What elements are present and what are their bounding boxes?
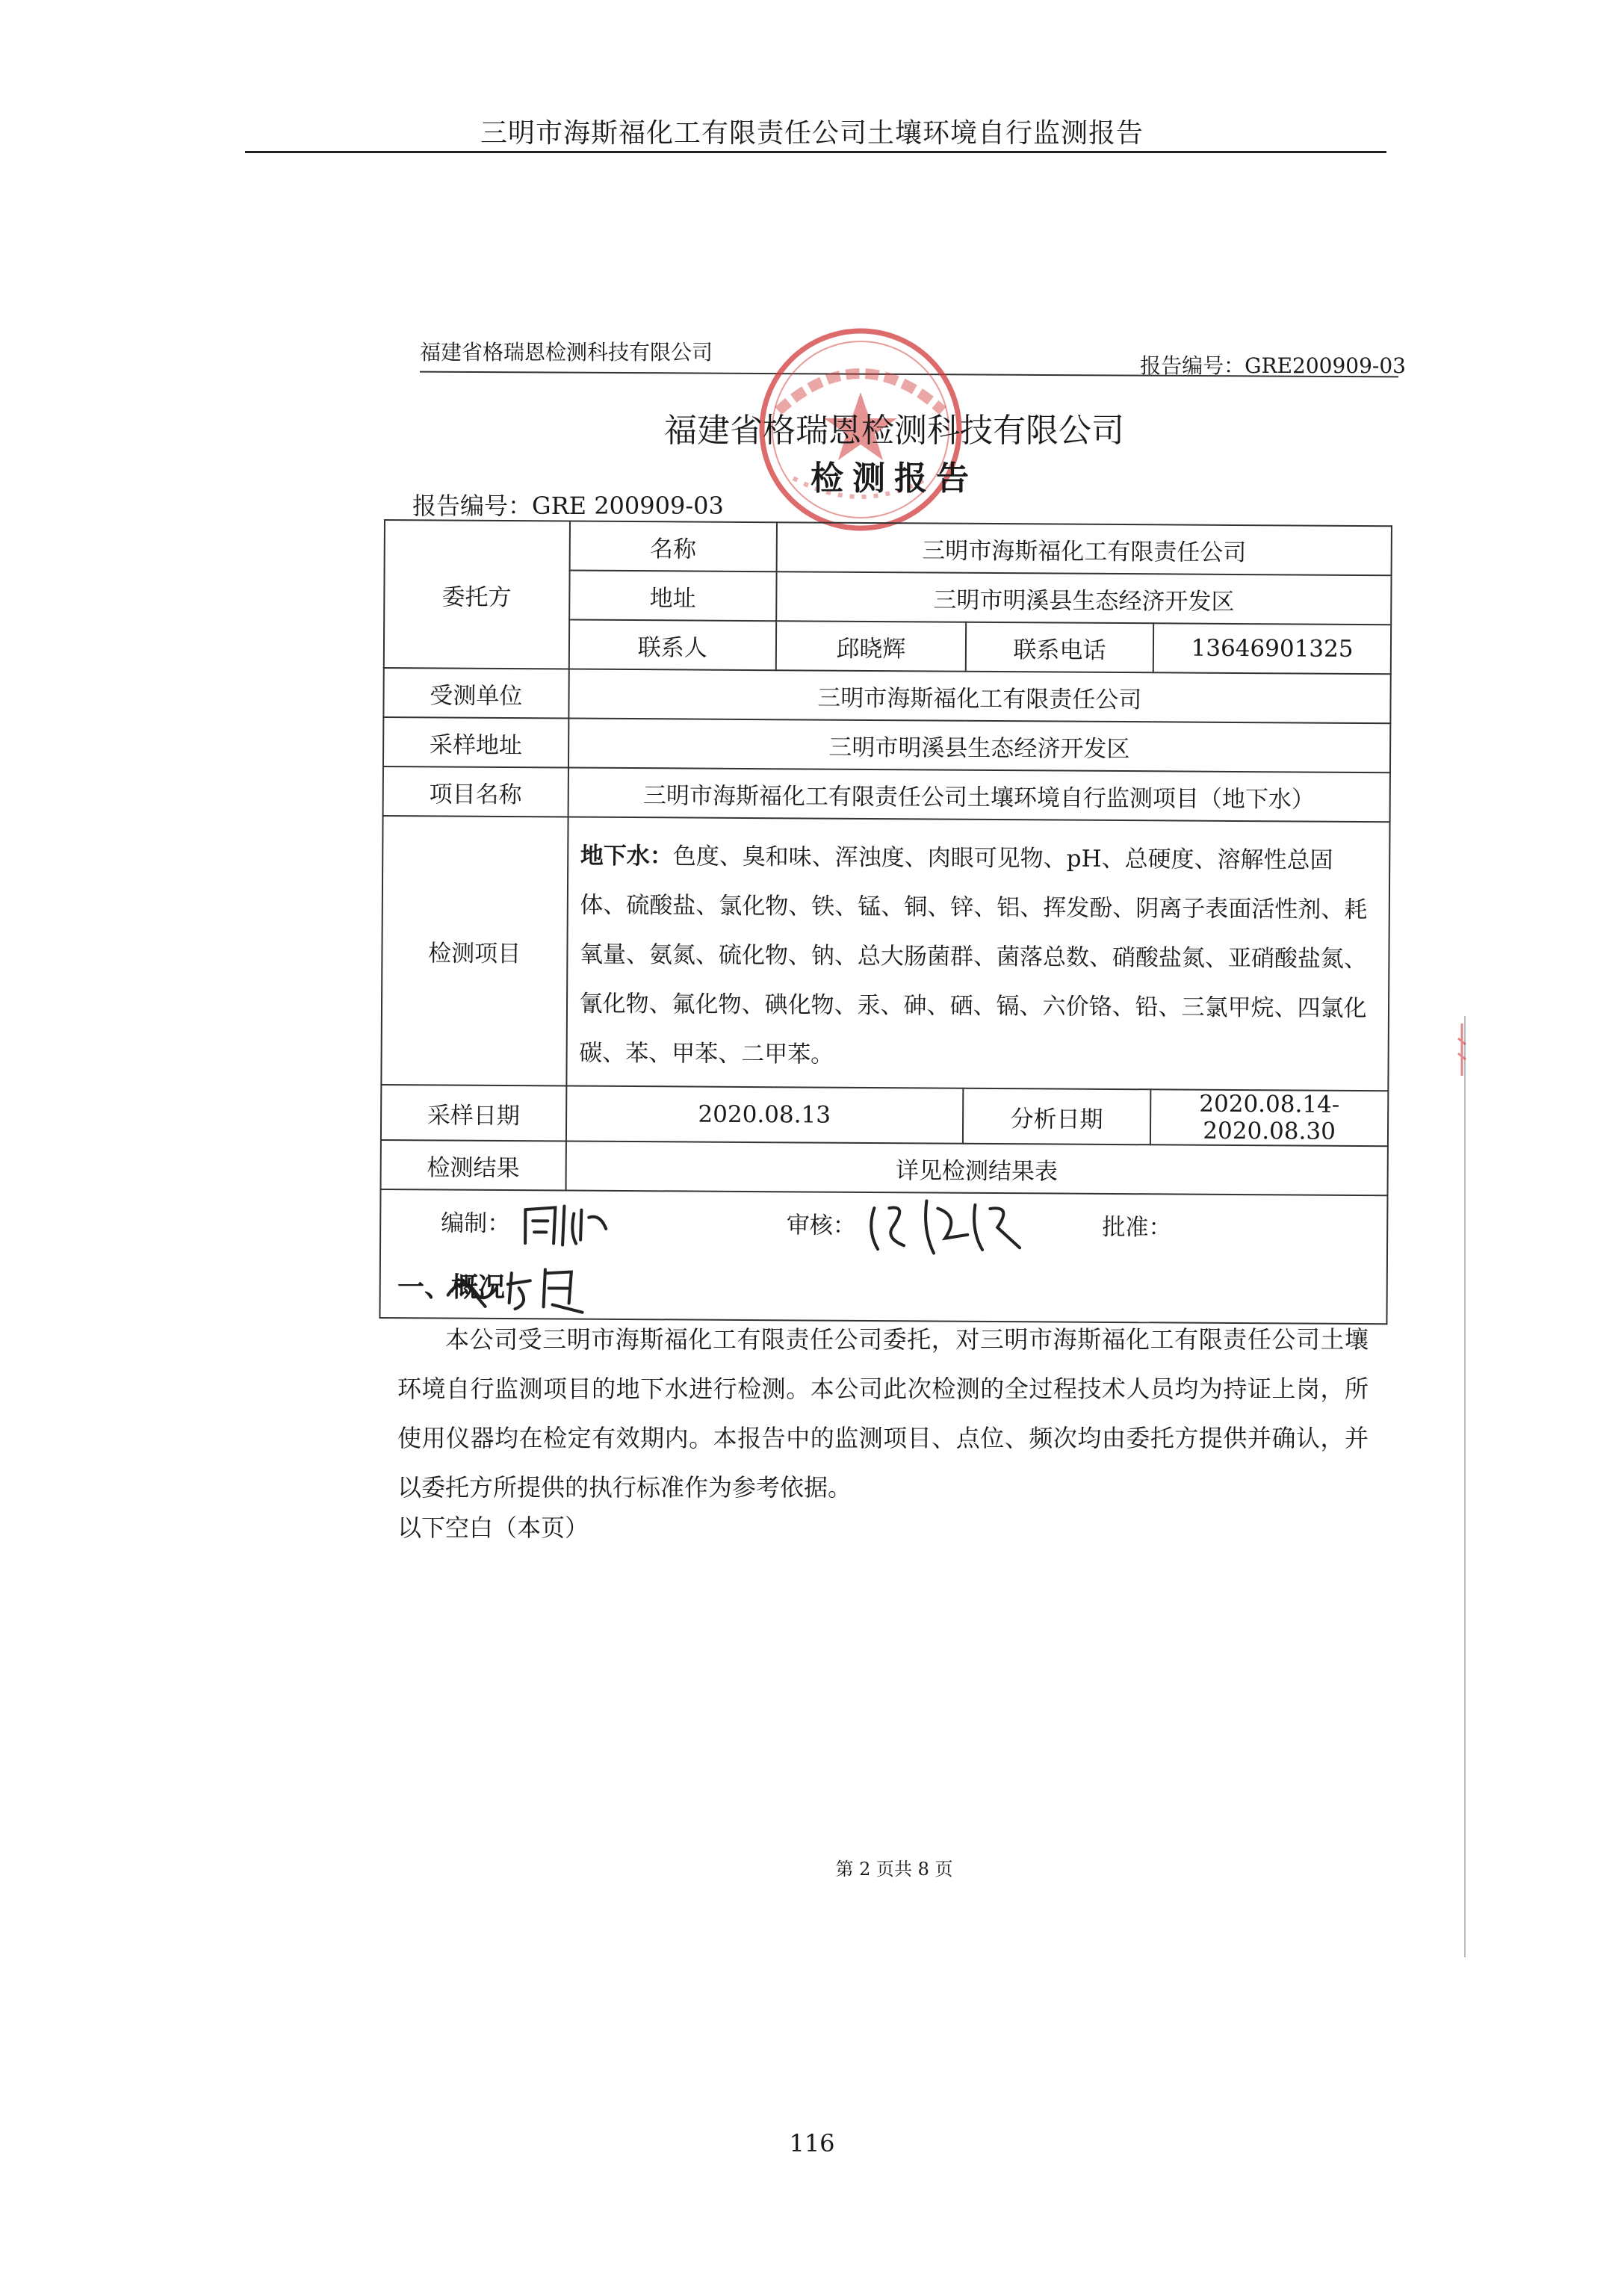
items-cell — [566, 817, 1390, 1091]
scanned-report-page — [397, 321, 1406, 2017]
signature-row — [379, 1189, 1387, 1324]
report-number: 报告编号：GRE 200909-03 — [412, 492, 724, 520]
section-title: 一、概况 — [397, 1272, 506, 1303]
items-prefix: 地下水： — [580, 842, 673, 870]
analysis-date-value: 2020.08.14-2020.08.30 — [1150, 1089, 1388, 1146]
items-value: 色度、臭和味、浑浊度、肉眼可见物、pH、总硬度、溶解性总固体、硫酸盐、氯化物、铁、锰、铜、锌、铝、挥发酚、阴离子表面活性剂、耗氧量、氨氮、硫化物、钠、总大肠菌群、菌落总数、硝酸盐氮、亚硝酸盐氮、氰化物、氟化物、碘化物、汞、砷、硒、镉、六价铬、铅、三氯甲烷、四氯化碳、苯、甲苯、二甲苯。 — [579, 843, 1368, 1068]
report-info-table — [379, 519, 1392, 1325]
contact-label: 联系人 — [568, 620, 776, 671]
inner-header-report-no: 报告编号：GRE200909-03 — [1140, 353, 1406, 378]
name-label: 名称 — [569, 521, 777, 572]
sampling-date-value: 2020.08.13 — [565, 1086, 963, 1144]
running-header: 三明市海斯福化工有限责任公司土壤环境自行监测报告 — [480, 118, 1144, 149]
document-title: 福建省格瑞恩检测科技有限公司 — [664, 412, 1124, 450]
address-label: 地址 — [569, 571, 777, 622]
project-label: 项目名称 — [383, 766, 568, 817]
analysis-date-label: 分析日期 — [963, 1088, 1151, 1145]
inner-header-org: 福建省格瑞恩检测科技有限公司 — [420, 340, 713, 365]
client-address-value: 三明市明溪县生态经济开发区 — [776, 572, 1391, 625]
client-name-value: 三明市海斯福化工有限责任公司 — [777, 522, 1392, 575]
blank-note: 以下空白（本页） — [397, 1514, 589, 1542]
phone-value: 13646901325 — [1153, 623, 1391, 674]
body-paragraph: 本公司受三明市海斯福化工有限责任公司委托，对三明市海斯福化工有限责任公司土壤环境自行监测项目的地下水进行检测。本公司此次检测的全过程技术人员均为持证上岗，所使用仪器均在检定有效期内。本报告中的监测项目、点位、频次均由委托方提供并确认，并以委托方所提供的执行标准作为参考依据。 — [397, 1325, 1369, 1502]
tested-unit-value: 三明市海斯福化工有限责任公司 — [568, 669, 1391, 724]
header-rule — [245, 151, 1386, 153]
reviewer-label: 审核： — [786, 1211, 856, 1239]
tested-unit-label: 受测单位 — [383, 668, 568, 719]
client-label: 委托方 — [384, 520, 570, 669]
document-subtitle: 检测报告 — [811, 459, 978, 498]
approver-label: 批准： — [1102, 1213, 1172, 1241]
result-value: 详见检测结果表 — [565, 1142, 1388, 1196]
compiler-label: 编制： — [441, 1209, 511, 1237]
compiler-signature — [518, 1198, 615, 1251]
project-value: 三明市海斯福化工有限责任公司土壤环境自行监测项目（地下水） — [568, 768, 1390, 823]
reviewer-signature — [863, 1193, 1035, 1261]
edge-red-mark — [1457, 1023, 1467, 1076]
sampling-date-label: 采样日期 — [381, 1085, 566, 1142]
sampling-site-value: 三明市明溪县生态经济开发区 — [568, 719, 1390, 773]
items-label: 检测项目 — [381, 816, 568, 1086]
result-label: 检测结果 — [381, 1140, 566, 1191]
inner-page-footer: 第 2 页共 8 页 — [835, 1859, 953, 1880]
sampling-site-label: 采样地址 — [383, 717, 568, 768]
page-number: 116 — [789, 2129, 835, 2158]
phone-label: 联系电话 — [965, 622, 1153, 673]
contact-value: 邱晓辉 — [776, 621, 966, 672]
scan-edge-line — [1464, 1016, 1466, 1957]
